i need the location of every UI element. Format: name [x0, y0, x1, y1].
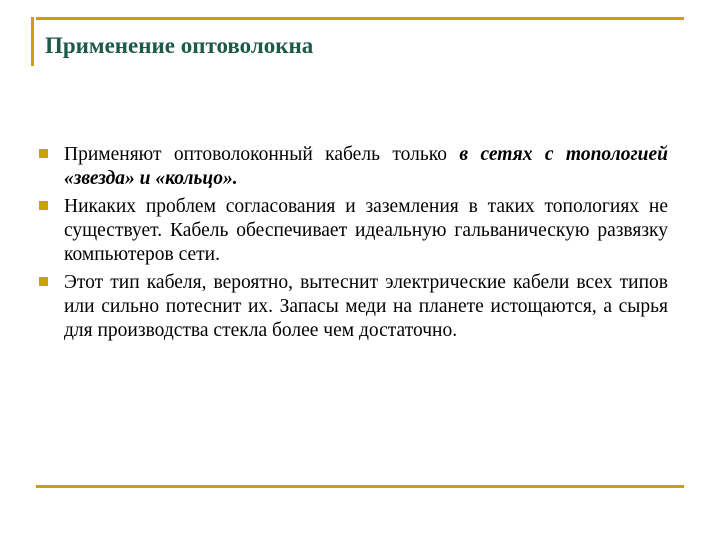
bullet-item — [36, 143, 668, 191]
bullet-list — [36, 143, 668, 347]
top-accent-rule — [36, 17, 684, 20]
bullet-text: Применяют оптоволоконный кабель только — [64, 144, 460, 165]
bullet-text: Этот тип кабеля, вероятно, вытеснит электрические кабели всех типов или сильно потеснит их. Запасы меди на планете истощаются, а сырья для производства стекла более чем достаточно. — [64, 272, 668, 341]
square-bullet-icon — [39, 149, 48, 158]
bullet-text: Никаких проблем согласования и заземления в таких топологиях не существует. Кабель обеспечивает идеальную гальваническую развязку компьютеров сети. — [64, 196, 668, 265]
square-bullet-icon — [39, 201, 48, 210]
left-accent-rule — [31, 17, 34, 66]
square-bullet-icon — [39, 277, 48, 286]
bullet-item — [36, 271, 668, 343]
bottom-accent-rule — [36, 485, 684, 488]
bullet-emphasis: в сетях с топологией «звезда» и «кольцо». — [64, 144, 668, 189]
slide-title: Применение оптоволокна — [45, 33, 314, 58]
bullet-item — [36, 195, 668, 267]
